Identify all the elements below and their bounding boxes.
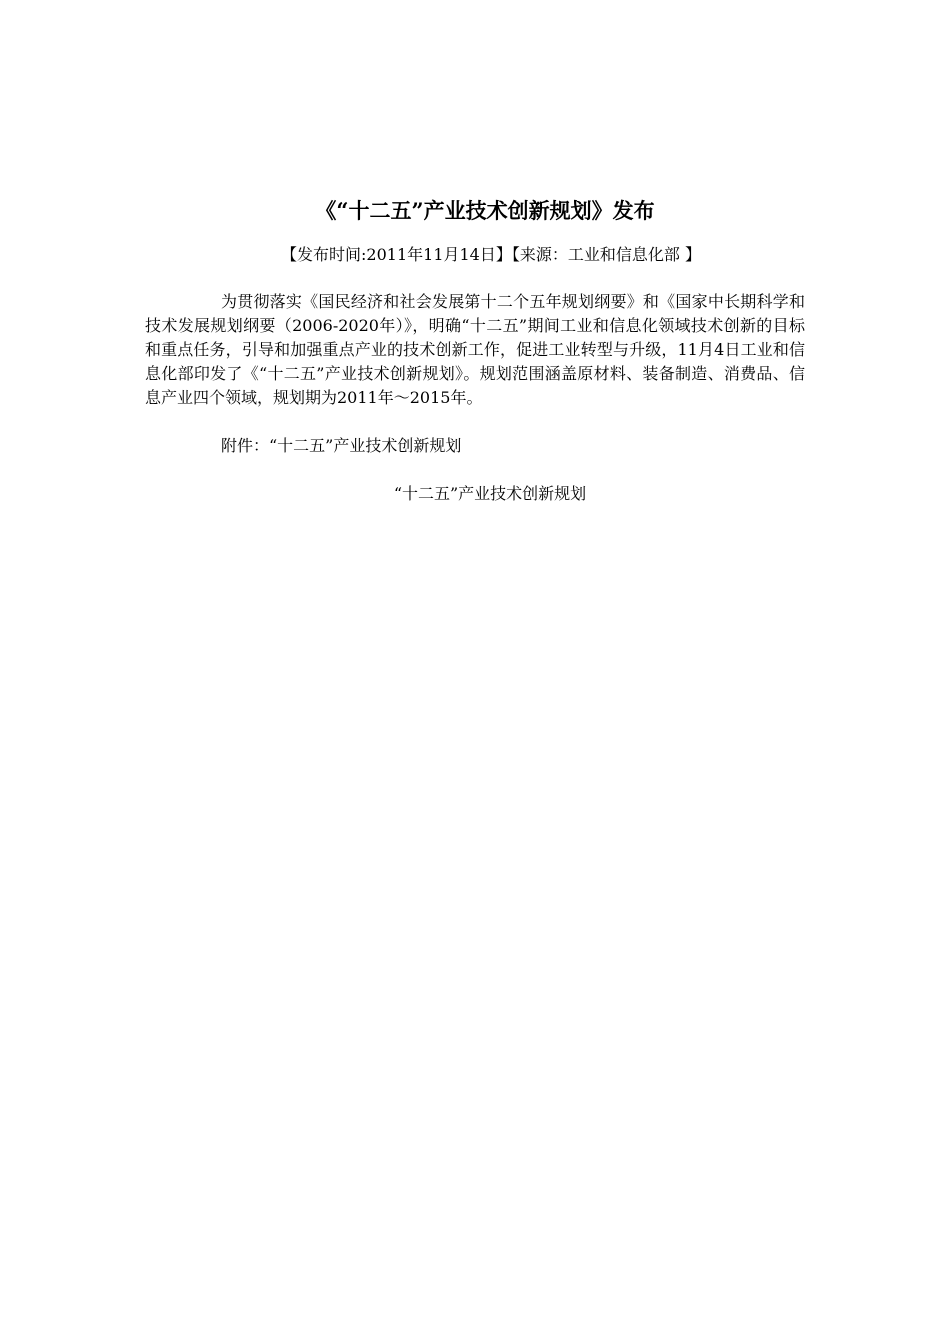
attachment-label: 附件：“十二五”产业技术创新规划 <box>221 436 462 455</box>
attachment-link[interactable]: “十二五”产业技术创新规划 <box>393 484 587 503</box>
publish-info: 【发布时间:2011年11月14日】【来源：工业和信息化部 】 <box>281 245 701 264</box>
article-title: 《“十二五”产业技术创新规划》发布 <box>315 198 655 223</box>
document-page <box>145 196 805 506</box>
article-body-paragraph: 为贯彻落实《国民经济和社会发展第十二个五年规划纲要》和《国家中长期科学和技术发展规划纲要（2006-2020年）》，明确“十二五”期间工业和信息化领域技术创新的目标和重点任务，引导和加强重点产业的技术创新工作，促进工业转型与升级，11月4日工业和信息化部印发了《“十二五”产业技术创新规划》。规划范围涵盖原材料、装备制造、消费品、信息产业四个领域，规划期为2011年～2015年。 <box>145 292 805 407</box>
